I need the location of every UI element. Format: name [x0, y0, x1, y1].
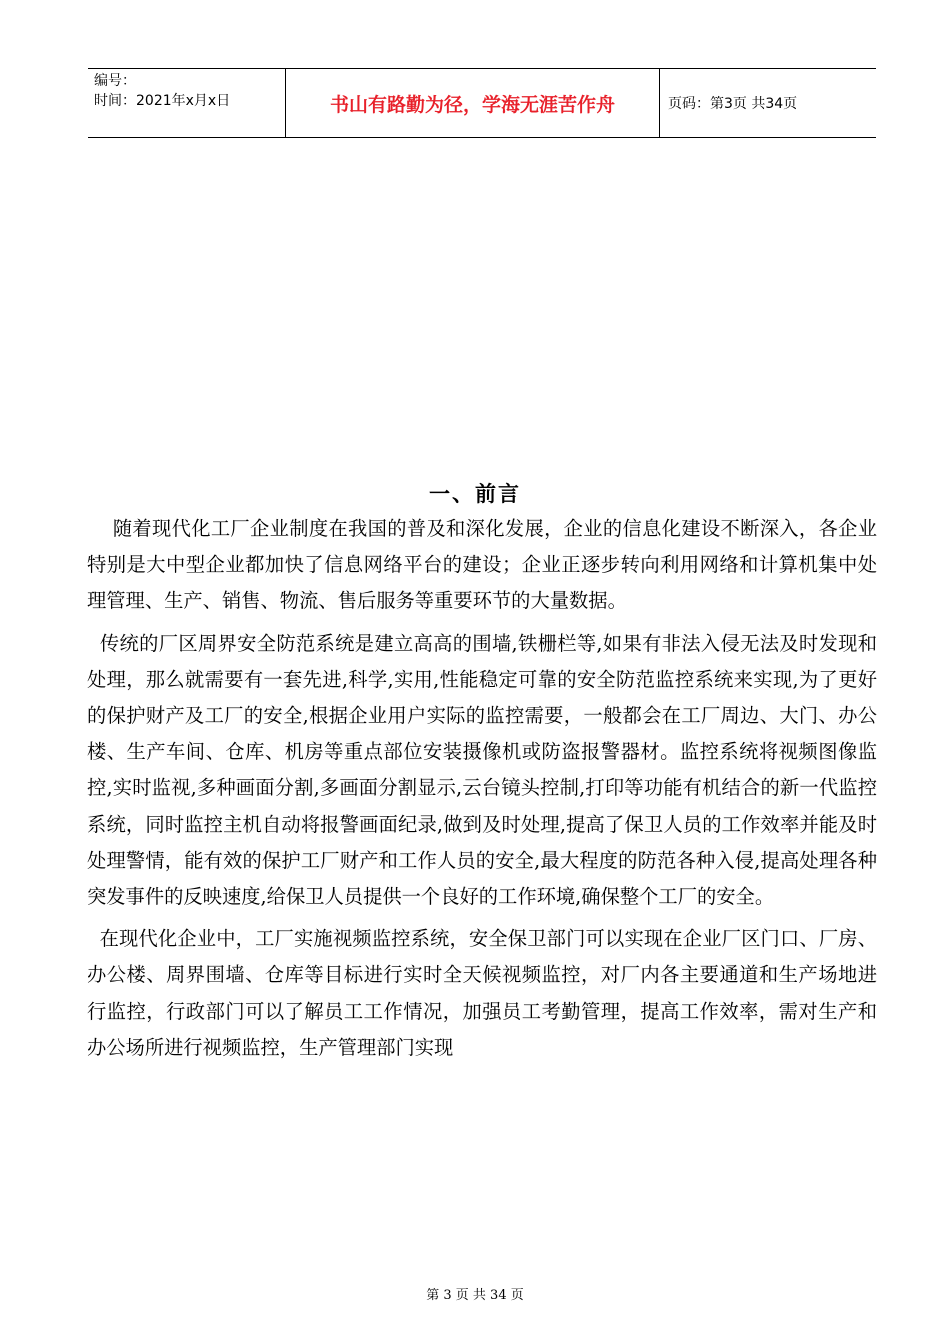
- paragraph-2: 传统的厂区周界安全防范系统是建立高高的围墙,铁栅栏等,如果有非法入侵无法及时发现和处理，那么就需要有一套先进,科学,实用,性能稳定可靠的安全防范监控系统来实现,为了更好的保护财产及工厂的安全,根据企业用户实际的监控需要，一般都会在工厂周边、大门、办公楼、生产车间、仓库、机房等重点部位安装摄像机或防盗报警器材。监控系统将视频图像监控,实时监视,多种画面分割,多画面分割显示,云台镜头控制,打印等功能有机结合的新一代监控系统，同时监控主机自动将报警画面纪录,做到及时处理,提高了保卫人员的工作效率并能及时处理警情，能有效的保护工厂财产和工作人员的安全,最大程度的防范各种入侵,提高处理各种突发事件的反映速度,给保卫人员提供一个良好的工作环境,确保整个工厂的安全。: [87, 631, 877, 909]
- body-text: [87, 511, 877, 1066]
- paragraph-1: 随着现代化工厂企业制度在我国的普及和深化发展，企业的信息化建设不断深入，各企业特别是大中型企业都加快了信息网络平台的建设；企业正逐步转向利用网络和计算机集中处理管理、生产、销售、物流、售后服务等重要环节的大量数据。: [87, 517, 877, 613]
- section-title: 一、前言: [429, 482, 521, 506]
- page-header: [88, 68, 876, 138]
- document-number-label: 编号：: [94, 73, 136, 89]
- header-motto: 书山有路勤为径，学海无涯苦作舟: [286, 69, 660, 137]
- header-page-number: 页码：第3页 共34页: [668, 96, 798, 112]
- header-meta-cell: [88, 69, 286, 137]
- paragraph-3: 在现代化企业中，工厂实施视频监控系统，安全保卫部门可以实现在企业厂区门口、厂房、办公楼、周界围墙、仓库等目标进行实时全天候视频监控，对厂内各主要通道和生产场地进行监控，行政部门可以了解员工工作情况，加强员工考勤管理，提高工作效率，需对生产和办公场所进行视频监控，生产管理部门实现: [87, 927, 877, 1059]
- page-footer: 第 3 页 共 34 页: [426, 1288, 524, 1303]
- document-time-label: 时间：2021年x月x日: [94, 93, 231, 109]
